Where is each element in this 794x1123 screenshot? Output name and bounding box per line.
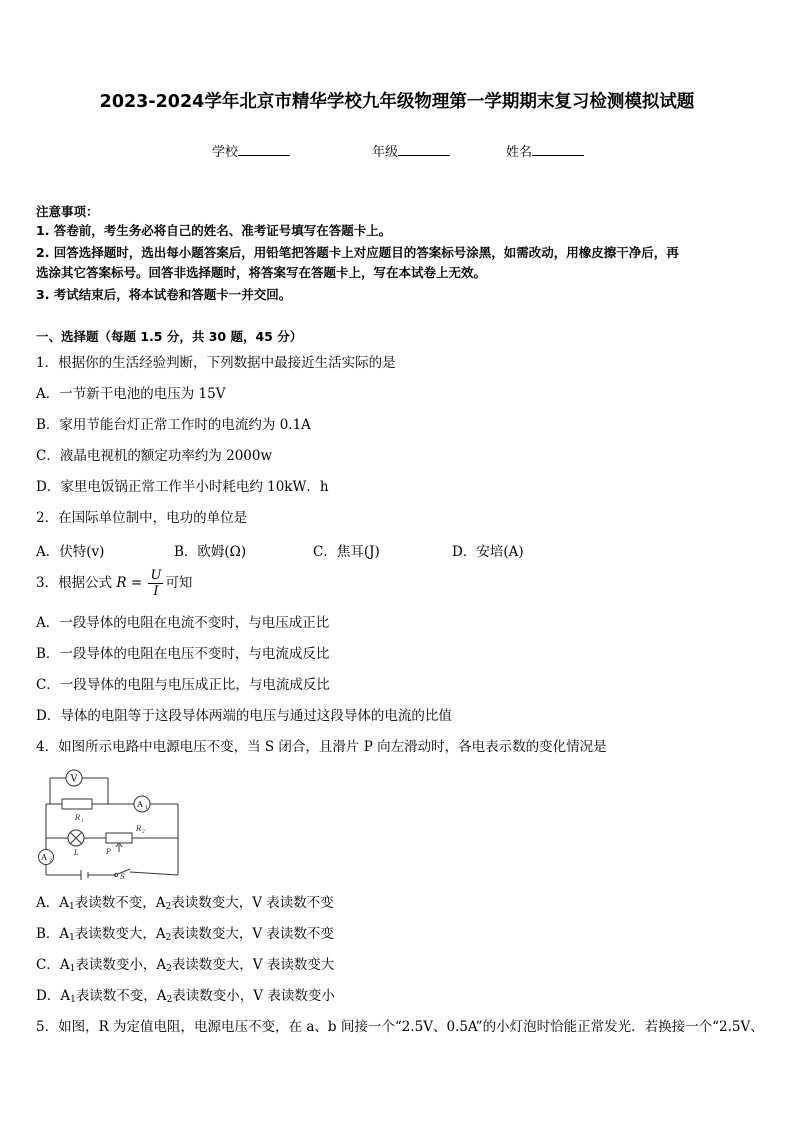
- question-2-option-b: B．欧姆(Ω): [174, 544, 247, 560]
- circuit-diagram: [36, 768, 182, 880]
- svg-text:A: A: [137, 800, 143, 809]
- lamp-icon: [68, 830, 84, 846]
- formula-fraction: [148, 568, 163, 599]
- name-label: 姓名: [506, 145, 533, 160]
- question-2-option-c: C．焦耳(J): [313, 544, 380, 560]
- formula-eq: =: [130, 575, 143, 591]
- question-2-stem: 2．在国际单位制中，电功的单位是: [36, 510, 248, 526]
- school-field[interactable]: [212, 141, 290, 160]
- grade-label: 年级: [372, 145, 399, 160]
- notice-item: 1. 答卷前，考生务必将自己的姓名、准考证号填写在答题卡上。: [36, 223, 392, 238]
- notice-item: 3. 考试结束后，将本试卷和答题卡一并交回。: [36, 287, 292, 302]
- question-2-option-d: D．安培(A): [452, 544, 524, 560]
- question-3-stem: [36, 566, 192, 600]
- switch-label: S: [120, 873, 125, 880]
- question-1-option-c: C．液晶电视机的额定功率约为 2000w: [36, 448, 273, 464]
- question-1-stem: 1．根据你的生活经验判断，下列数据中最接近生活实际的是: [36, 355, 396, 371]
- school-blank[interactable]: [238, 143, 290, 156]
- grade-field[interactable]: [372, 141, 450, 160]
- question-3-prefix: 3．根据公式: [36, 575, 113, 591]
- question-4-option-a: A．$A_1$表读数不变，$A_2$表读数变大，V 表读数不变: [36, 895, 334, 912]
- question-4-option-b: B．$A_1$表读数变大，$A_2$表读数变大，V 表读数不变: [36, 926, 334, 943]
- question-3-option-a: A．一段导体的电阻在电流不变时，与电压成正比: [36, 615, 330, 631]
- question-4-stem: 4．如图所示电路中电源电压不变，当 S 闭合，且滑片 P 向左滑动时，各电表示数的变化情况是: [36, 739, 607, 755]
- name-field[interactable]: [506, 141, 584, 160]
- question-3-option-d: D．导体的电阻等于这段导体两端的电压与通过这段导体的电流的比值: [36, 708, 452, 724]
- question-1-option-a: A．一节新干电池的电压为 15V: [36, 386, 226, 402]
- question-3-option-c: C．一段导体的电阻与电压成正比，与电流成反比: [36, 677, 330, 693]
- question-1-option-b: B．家用节能台灯正常工作时的电流约为 0.1A: [36, 417, 311, 433]
- slider-label: P: [106, 848, 111, 856]
- svg-text:1: 1: [145, 805, 149, 811]
- r2-label: R: [136, 825, 142, 833]
- r1-sub: 1: [81, 819, 84, 824]
- question-3-option-b: B．一段导体的电阻在电压不变时，与电流成反比: [36, 646, 330, 662]
- formula-numerator: U: [150, 568, 162, 583]
- question-2-option-a: A．伏特(v): [36, 544, 105, 560]
- ammeter-a2-icon: [39, 850, 54, 865]
- ammeter-a1-icon: [134, 796, 150, 812]
- r1-label: R: [75, 814, 81, 822]
- svg-text:2: 2: [49, 858, 53, 864]
- notice-item: 选涂其它答案标号。回答非选择题时，将答案写在答题卡上，写在本试卷上无效。: [36, 265, 487, 280]
- svg-text:A: A: [41, 853, 47, 862]
- question-4-option-c: C．$A_1$表读数变小，$A_2$表读数变大，V 表读数变大: [36, 957, 335, 974]
- formula-denominator: I: [153, 584, 159, 599]
- notice-item: 2. 回答选择题时，选出每小题答案后，用铅笔把答题卡上对应题目的答案标号涂黑，如需改动，用橡皮擦干净后，再: [36, 245, 679, 260]
- section-title: 一、选择题（每题 1.5 分，共 30 题，45 分）: [36, 329, 303, 344]
- page-title: 2023-2024学年北京市精华学校九年级物理第一学期期末复习检测模拟试题: [99, 92, 695, 112]
- notice-heading: 注意事项：: [36, 204, 99, 219]
- question-4-option-d: D．$A_1$表读数不变，$A_2$表读数变小，V 表读数变小: [36, 988, 335, 1005]
- question-1-option-d: D．家里电饭锅正常工作半小时耗电约 10kW．h: [36, 479, 329, 495]
- question-3-suffix: 可知: [165, 575, 193, 591]
- svg-text:V: V: [70, 774, 78, 785]
- lamp-label: L: [74, 849, 79, 857]
- formula-lhs: R: [116, 575, 127, 591]
- question-5-stem: 5．如图，R 为定值电阻，电源电压不变，在 a、b 间接一个“2.5V、0.5A”的小灯泡时恰能正常发光．若换接一个“2.5V、: [36, 1019, 764, 1035]
- voltmeter-icon: [66, 770, 82, 786]
- grade-blank[interactable]: [398, 143, 450, 156]
- school-label: 学校: [212, 145, 239, 160]
- r2-sub: 2: [142, 830, 145, 835]
- name-blank[interactable]: [532, 143, 584, 156]
